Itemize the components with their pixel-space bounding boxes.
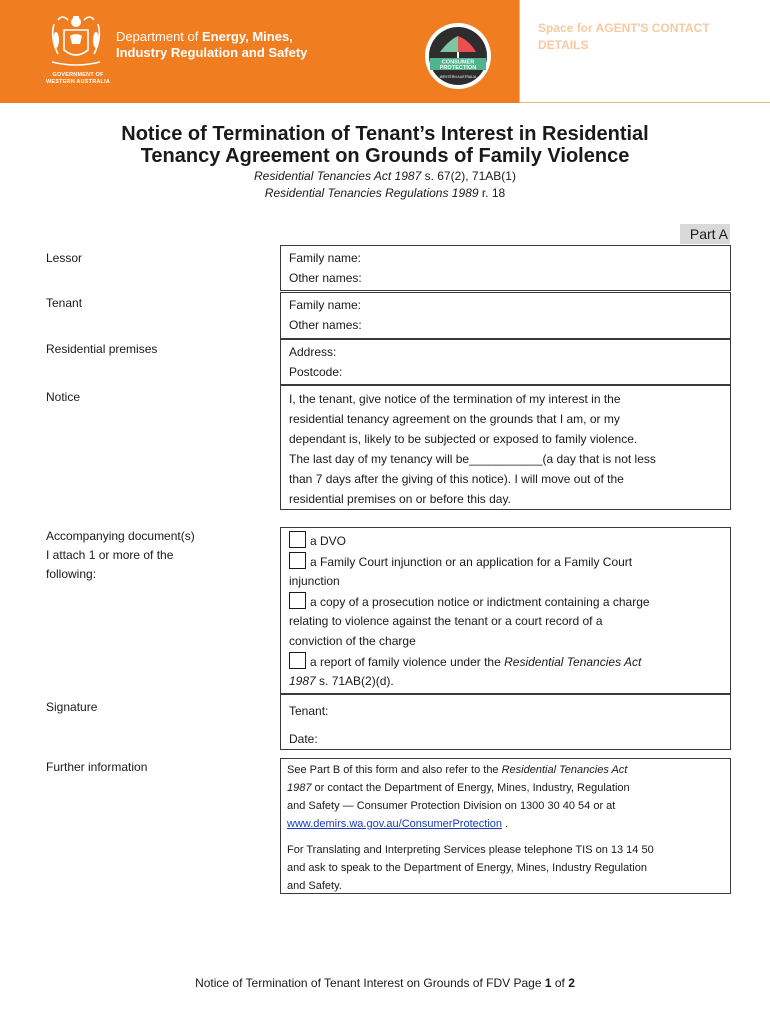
wa-government-crest-icon	[44, 12, 108, 70]
tenant-other-names-field[interactable]: Other names:	[289, 318, 362, 332]
svg-text:WESTERN AUSTRALIA: WESTERN AUSTRALIA	[439, 75, 477, 79]
svg-text:PROTECTION: PROTECTION	[439, 65, 477, 71]
lessor-label: Lessor	[46, 251, 83, 265]
signature-label: Signature	[46, 700, 98, 714]
doc-option-text: conviction of the charge	[289, 633, 416, 648]
notice-line: I, the tenant, give notice of the termination of my interest in the	[289, 392, 621, 406]
premises-label: Residential premises	[46, 342, 158, 356]
family-court-checkbox[interactable]	[289, 552, 306, 569]
signature-tenant-field[interactable]: Tenant:	[289, 704, 329, 718]
regulations-reference: Residential Tenancies Regulations 1989 r. 18	[264, 186, 506, 200]
doc-option-prosecution[interactable]: a copy of a prosecution notice or indictment containing a charge	[289, 592, 722, 613]
svg-text:CONSUMER: CONSUMER	[441, 59, 475, 66]
tenant-box[interactable]	[280, 292, 731, 339]
documents-box	[280, 527, 731, 694]
doc-option-report[interactable]: a report of family violence under the Residential Tenancies Act	[289, 652, 722, 673]
government-wordmark: GOVERNMENT OF WESTERN AUSTRALIA	[46, 72, 110, 85]
notice-line: than 7 days after the giving of this notice). I will move out of the	[289, 472, 624, 486]
consumer-protection-link[interactable]: www.demirs.wa.gov.au/ConsumerProtection	[287, 818, 502, 830]
agent-contact-placeholder: Space for AGENT'S CONTACT DETAILS	[538, 21, 710, 52]
lessor-box[interactable]	[280, 245, 731, 291]
documents-label: Accompanying document(s) I attach 1 or more of the following:	[46, 529, 195, 581]
part-a-label: Part A	[680, 224, 730, 244]
premises-box[interactable]	[280, 339, 731, 385]
doc-option-text: relating to violence against the tenant or a court record of a	[289, 614, 603, 629]
notice-line: residential premises on or before this day.	[289, 492, 511, 506]
header-banner	[0, 0, 770, 103]
further-info-box	[280, 758, 731, 894]
signature-box[interactable]	[280, 694, 731, 750]
notice-box	[280, 385, 731, 510]
department-name: Department of Energy, Mines, Industry Regulation and Safety	[116, 29, 308, 60]
lessor-other-names-field[interactable]: Other names:	[289, 271, 362, 285]
further-info-paragraph: See Part B of this form and also refer to the Residential Tenancies Act 1987 or contact the Department of Energy, Mines, Industry, Regulation and Safety — Consumer Protection Division on 1300 30 40 54 or at www.demirs.wa.gov.au/ConsumerProtection .	[287, 764, 630, 830]
doc-option-dvo[interactable]: a DVO	[289, 531, 722, 552]
lessor-family-name-field[interactable]: Family name:	[289, 251, 362, 265]
notice-last-day-line[interactable]: The last day of my tenancy will be___________(a day that is not less	[289, 452, 656, 466]
tenant-family-name-field[interactable]: Family name:	[289, 298, 362, 312]
further-info-label: Further information	[46, 760, 148, 774]
premises-postcode-field[interactable]: Postcode:	[289, 365, 343, 379]
notice-line: residential tenancy agreement on the grounds that I am, or my	[289, 412, 620, 426]
prosecution-checkbox[interactable]	[289, 592, 306, 609]
dvo-checkbox[interactable]	[289, 531, 306, 548]
premises-address-field[interactable]: Address:	[289, 345, 337, 359]
report-checkbox[interactable]	[289, 652, 306, 669]
notice-line: dependant is, likely to be subjected or exposed to family violence.	[289, 432, 638, 446]
notice-label: Notice	[46, 390, 81, 404]
doc-option-family-court[interactable]: a Family Court injunction or an application for a Family Court	[289, 552, 722, 573]
tis-paragraph: For Translating and Interpreting Services please telephone TIS on 13 14 50 and ask to speak to the Department of Energy, Mines, Industry Regulation and Safety.	[287, 844, 654, 892]
doc-option-text: injunction	[289, 574, 340, 589]
tenant-label: Tenant	[46, 296, 83, 310]
doc-option-text: 1987 s. 71AB(2)(d).	[289, 674, 394, 689]
signature-date-field[interactable]: Date:	[289, 732, 318, 746]
form-title: Notice of Termination of Tenant’s Interest in Residential Tenancy Agreement on Grounds of Family Violence	[121, 123, 649, 167]
act-reference: Residential Tenancies Act 1987 s. 67(2), 71AB(1)	[254, 169, 516, 183]
agent-contact-details-box	[519, 0, 770, 103]
consumer-protection-logo-icon	[424, 22, 492, 90]
page-footer: Notice of Termination of Tenant Interest on Grounds of FDV Page 1 of 2	[195, 976, 575, 990]
